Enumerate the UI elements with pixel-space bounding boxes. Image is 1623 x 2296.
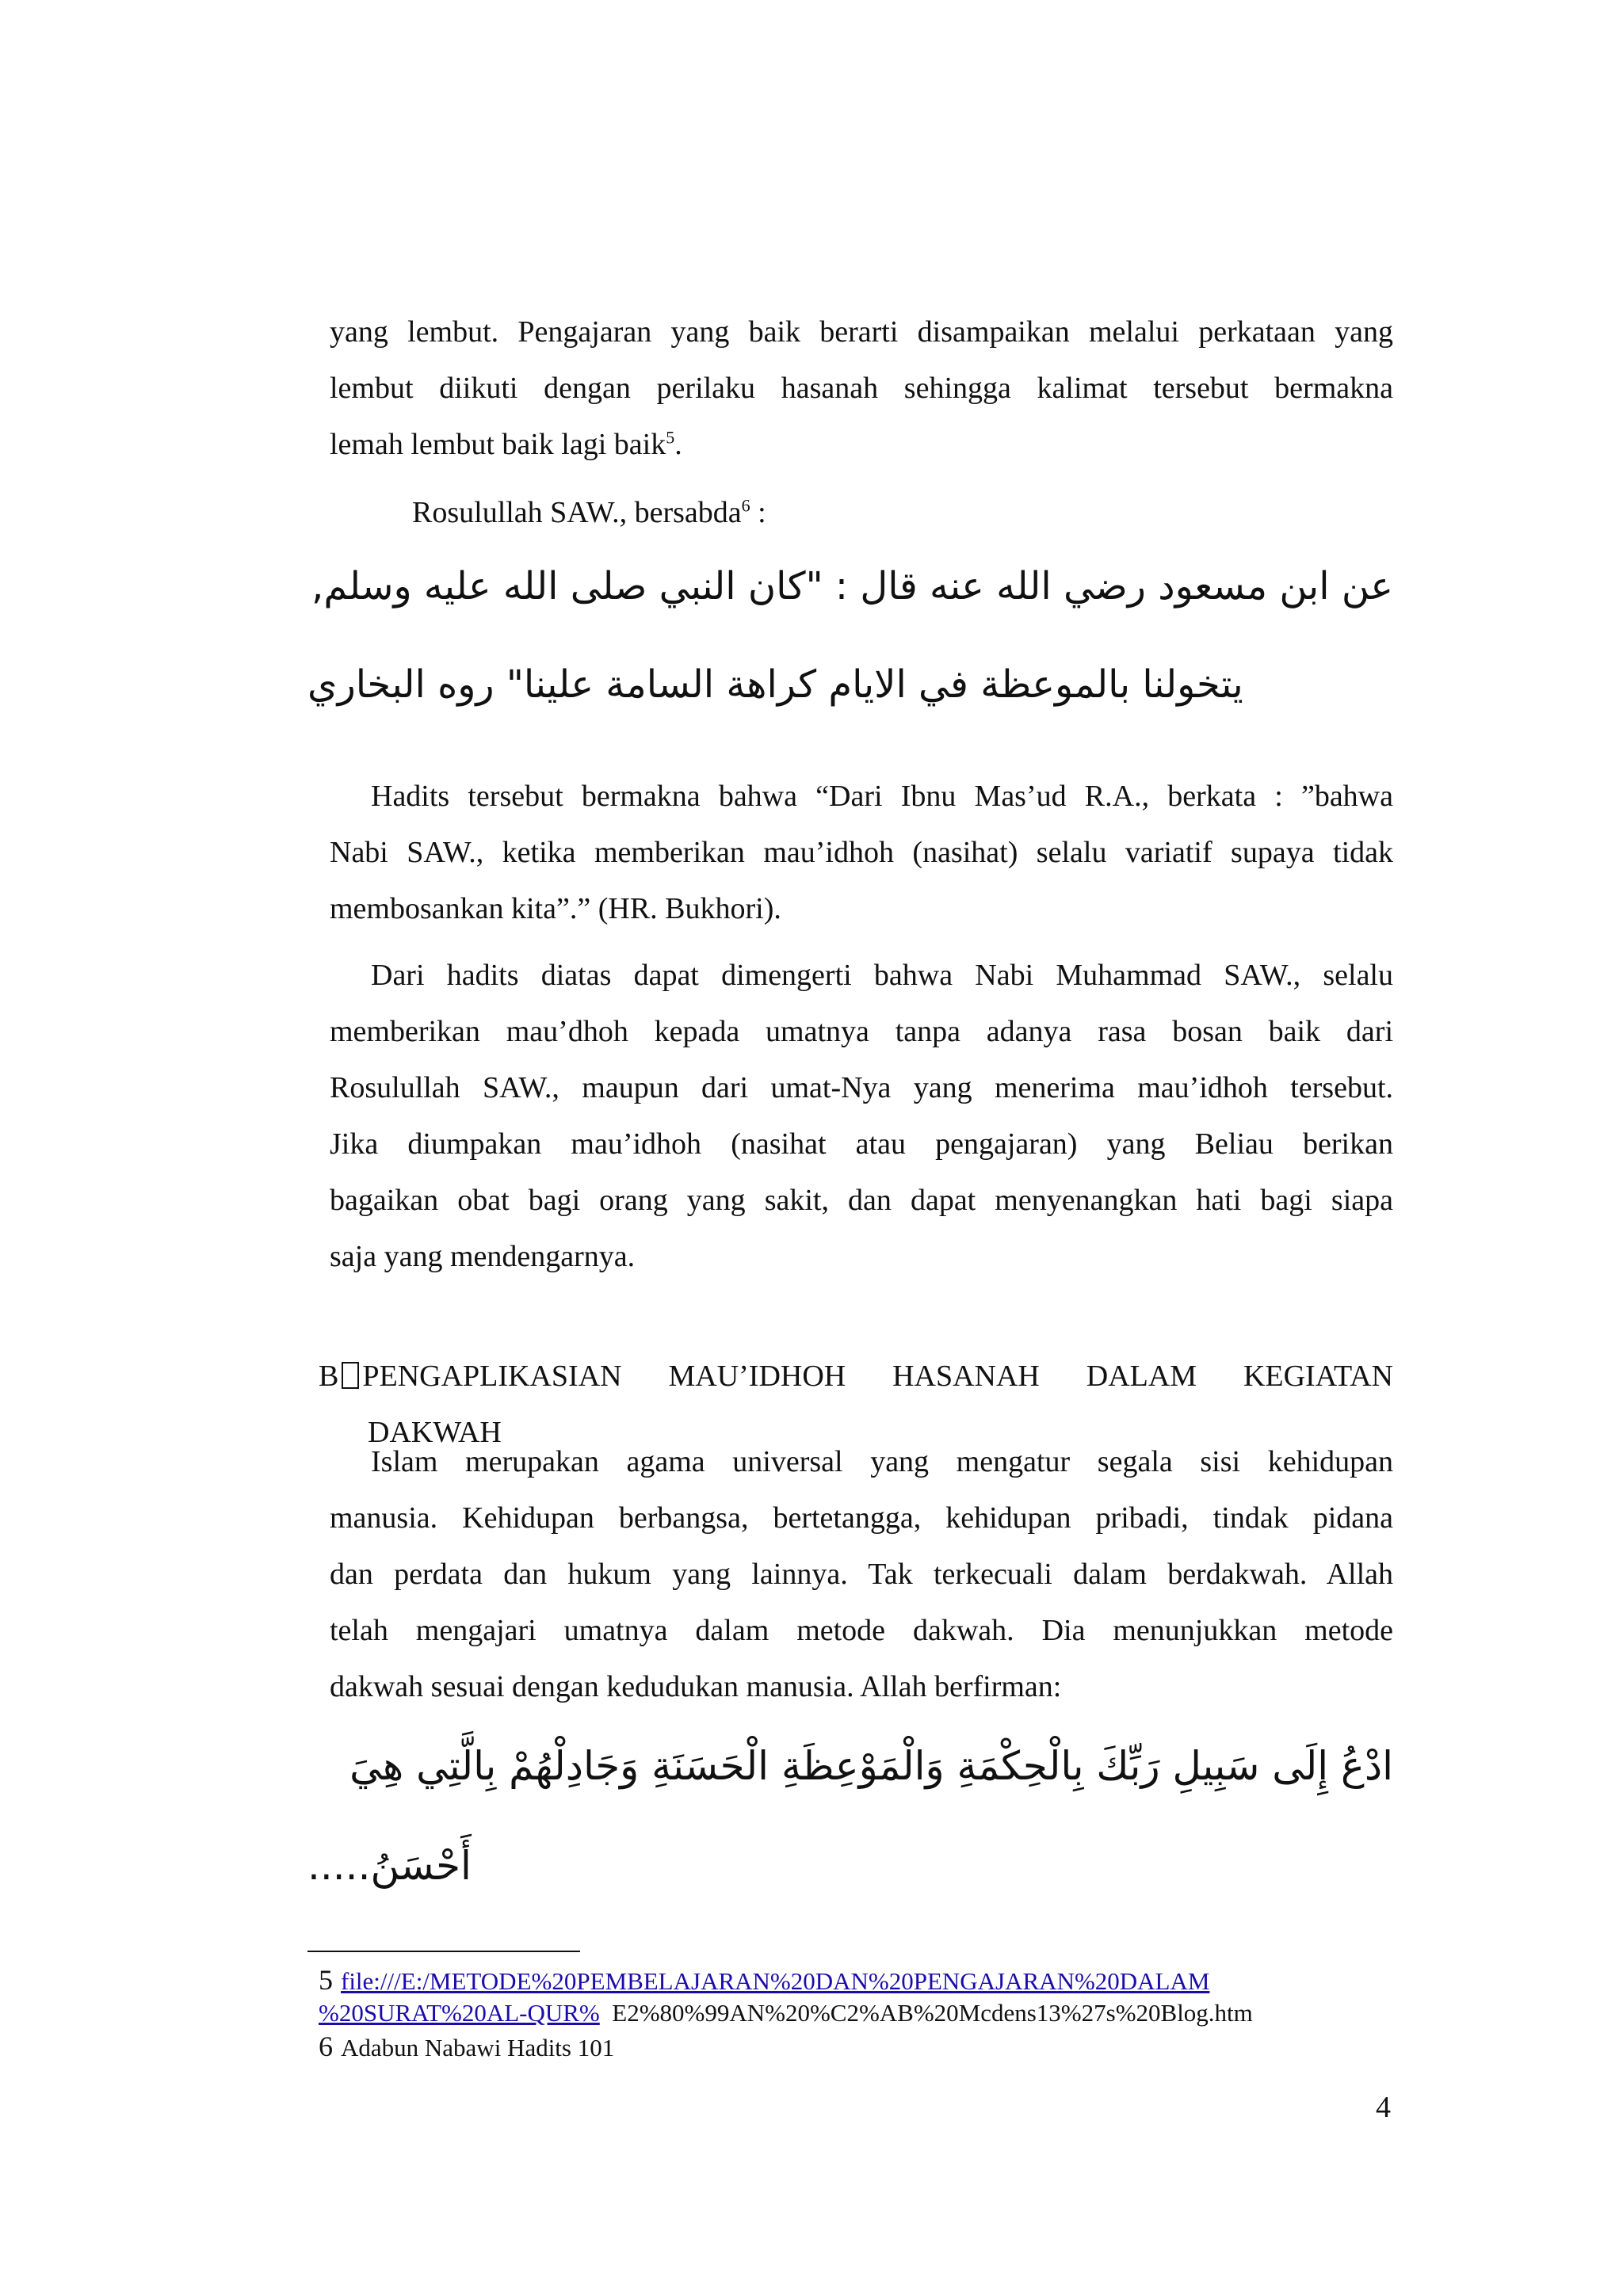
text-line: Nabi SAW., ketika memberikan mau’idhoh (nasihat) selalu variatif supaya tidak (330, 836, 1393, 869)
text-line: dakwah sesuai dengan kedudukan manusia. Allah berfirman: (330, 1670, 1062, 1703)
quran-arabic-line-2: أَحْسَنُ..... (307, 1843, 472, 1889)
footnote-divider (307, 1951, 580, 1952)
paragraph-3 (330, 948, 1393, 1285)
section-heading-line-1: PENGAPLIKASIAN MAU’IDHOH HASANAH DALAM KEGIATAN (362, 1360, 1393, 1393)
footnote-5: 5 file:///E:/METODE%20PEMBELAJARAN%20DAN%20PENGAJARAN%20DALAM (319, 1964, 1210, 1996)
section-heading-line-2: DAKWAH (368, 1416, 502, 1449)
section-marker: B (319, 1360, 339, 1393)
text-line: memberikan mau’dhoh kepada umatnya tanpa adanya rasa bosan baik dari (330, 1015, 1393, 1048)
footnote-link[interactable]: file:///E:/METODE%20PEMBELAJARAN%20DAN%20PENGAJARAN%20DALAM (341, 1967, 1210, 1995)
text-line: saja yang mendengarnya. (330, 1240, 636, 1273)
footnote-ref-5[interactable]: 5 (666, 427, 675, 448)
hadith-arabic-line-2: يتخولنا بالموعظة في الايام كراهة السامة علينا" روه البخاري (307, 662, 1243, 707)
text-line: Islam merupakan agama universal yang mengatur segala sisi kehidupan (371, 1445, 1393, 1478)
text-line: Rosulullah SAW., maupun dari umat-Nya yang menerima mau’idhoh tersebut. (330, 1071, 1393, 1104)
text-line: yang lembut. Pengajaran yang baik berarti disampaikan melalui perkataan yang (330, 315, 1393, 349)
text-line: Jika diumpakan mau’idhoh (nasihat atau pengajaran) yang Beliau berikan (330, 1127, 1393, 1161)
text-line: bagaikan obat bagi orang yang sakit, dan dapat menyenangkan hati bagi siapa (330, 1184, 1393, 1217)
text-line: telah mengajari umatnya dalam metode dakwah. Dia menunjukkan metode (330, 1614, 1393, 1647)
footnote-6: 6 Adabun Nabawi Hadits 101 (319, 2031, 615, 2062)
paragraph-1 (330, 304, 1393, 473)
page-number: 4 (1376, 2091, 1391, 2124)
text-line: Hadits tersebut bermakna bahwa “Dari Ibnu Mas’ud R.A., berkata : ”bahwa (371, 780, 1393, 813)
paragraph-4 (330, 1434, 1393, 1715)
missing-glyph-icon (342, 1362, 359, 1389)
paragraph-2 (330, 769, 1393, 937)
quote-intro: Rosulullah SAW., bersabda$^6$ : (412, 495, 766, 529)
hadith-arabic-line-1: عن ابن مسعود رضي الله عنه قال : "كان النبي صلى الله عليه وسلم, (311, 564, 1393, 608)
text-line: dan perdata dan hukum yang lainnya. Tak terkecuali dalam berdakwah. Allah (330, 1558, 1393, 1591)
text-line: lembut diikuti dengan perilaku hasanah sehingga kalimat tersebut bermakna (330, 372, 1393, 405)
footnote-5-continued: %20SURAT%20AL-QUR% E2%80%99AN%20%C2%AB%20Mcdens13%27s%20Blog.htm (319, 1999, 1253, 2027)
text-line: Dari hadits diatas dapat dimengerti bahwa Nabi Muhammad SAW., selalu (371, 959, 1393, 992)
text-line: lemah lembut baik lagi baik$^5$. (330, 427, 682, 461)
footnote-ref-6[interactable]: 6 (741, 495, 750, 516)
footnote-link-continued[interactable]: %20SURAT%20AL-QUR% (319, 1999, 600, 2027)
text-line: manusia. Kehidupan berbangsa, bertetangga, kehidupan pribadi, tindak pidana (330, 1501, 1393, 1535)
text-line: membosankan kita”.” (HR. Bukhori). (330, 892, 781, 925)
quran-arabic-line-1: ادْعُ إِلَى سَبِيلِ رَبِّكَ بِالْحِكْمَةِ وَالْمَوْعِظَةِ الْحَسَنَةِ وَجَادِلْهُمْ بِالَّتِي هِيَ (349, 1743, 1393, 1789)
